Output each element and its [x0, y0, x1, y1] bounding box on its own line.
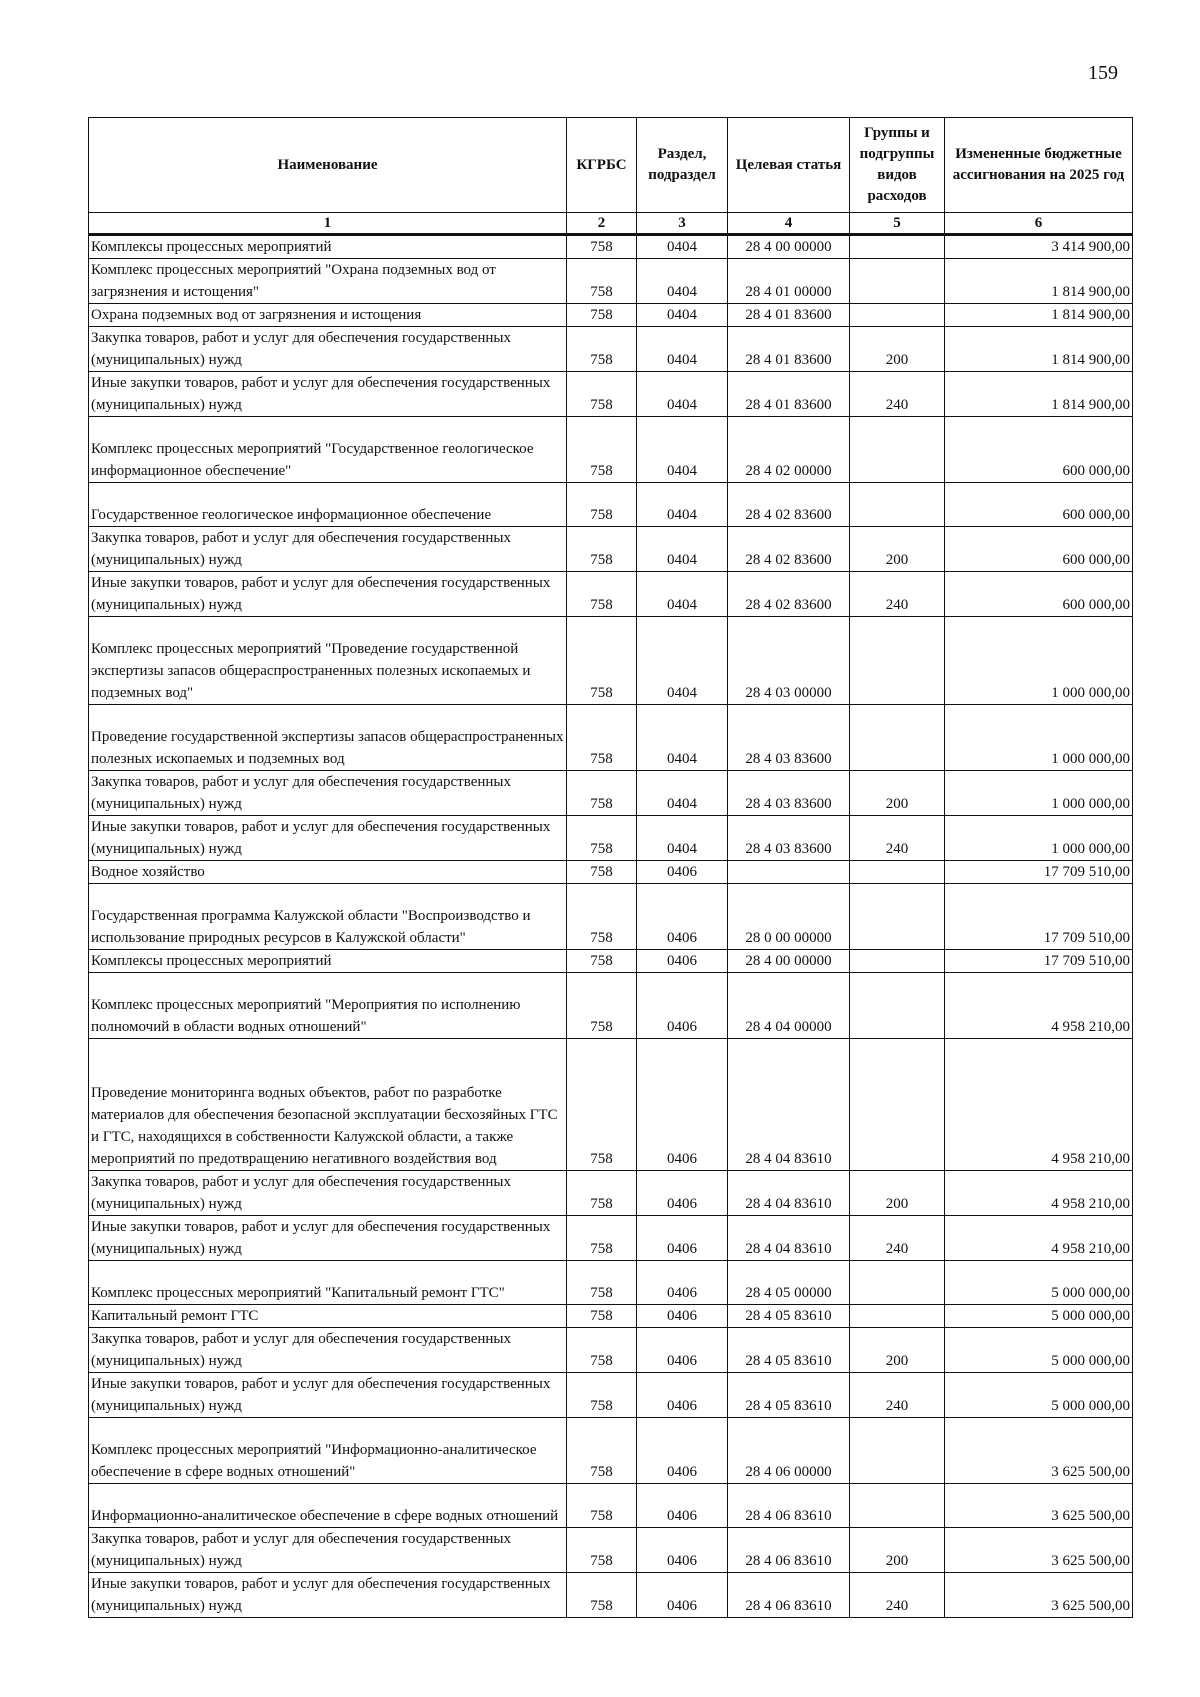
row-kgrbs: 758 [567, 572, 637, 617]
row-expense-group [850, 705, 945, 771]
table-row [89, 861, 1133, 884]
row-name: Комплексы процессных мероприятий [89, 950, 567, 973]
table-row [89, 950, 1133, 973]
header-number: 2 [567, 213, 637, 235]
row-name: Государственная программа Калужской области "Воспроизводство и использование природных ресурсов в Калужской области" [89, 884, 567, 950]
row-kgrbs: 758 [567, 1305, 637, 1328]
header-target-article: Целевая статья [728, 118, 850, 213]
row-name: Закупка товаров, работ и услуг для обеспечения государственных (муниципальных) нужд [89, 1328, 567, 1373]
row-amount: 3 625 500,00 [945, 1528, 1133, 1573]
row-target-article: 28 4 03 00000 [728, 617, 850, 705]
row-target-article: 28 4 06 00000 [728, 1418, 850, 1484]
table-row [89, 259, 1133, 304]
row-name: Закупка товаров, работ и услуг для обеспечения государственных (муниципальных) нужд [89, 327, 567, 372]
row-target-article: 28 4 05 83610 [728, 1328, 850, 1373]
row-kgrbs: 758 [567, 884, 637, 950]
row-section: 0404 [637, 304, 728, 327]
row-amount: 17 709 510,00 [945, 884, 1133, 950]
row-kgrbs: 758 [567, 1418, 637, 1484]
row-name: Иные закупки товаров, работ и услуг для обеспечения государственных (муниципальных) нужд [89, 372, 567, 417]
row-kgrbs: 758 [567, 1484, 637, 1528]
row-name: Комплекс процессных мероприятий "Информационно-аналитическое обеспечение в сфере водных отношений" [89, 1418, 567, 1484]
row-expense-group [850, 861, 945, 884]
row-amount: 4 958 210,00 [945, 973, 1133, 1039]
row-target-article: 28 4 02 83600 [728, 572, 850, 617]
row-kgrbs: 758 [567, 1328, 637, 1373]
row-expense-group [850, 1039, 945, 1171]
row-kgrbs: 758 [567, 483, 637, 527]
table-row [89, 417, 1133, 483]
row-target-article: 28 4 04 83610 [728, 1216, 850, 1261]
table-row [89, 327, 1133, 372]
row-target-article: 28 4 04 00000 [728, 973, 850, 1039]
table-header [89, 118, 1133, 235]
header-number: 5 [850, 213, 945, 235]
row-section: 0406 [637, 973, 728, 1039]
row-expense-group [850, 950, 945, 973]
row-amount: 3 625 500,00 [945, 1418, 1133, 1484]
row-section: 0406 [637, 1418, 728, 1484]
row-target-article: 28 4 02 83600 [728, 483, 850, 527]
row-section: 0404 [637, 327, 728, 372]
row-target-article: 28 4 03 83600 [728, 705, 850, 771]
row-amount: 1 000 000,00 [945, 816, 1133, 861]
row-section: 0404 [637, 259, 728, 304]
row-name: Капитальный ремонт ГТС [89, 1305, 567, 1328]
row-kgrbs: 758 [567, 417, 637, 483]
row-name: Государственное геологическое информационное обеспечение [89, 483, 567, 527]
row-kgrbs: 758 [567, 304, 637, 327]
table-row [89, 1216, 1133, 1261]
row-expense-group [850, 973, 945, 1039]
table-row [89, 1418, 1133, 1484]
row-section: 0404 [637, 483, 728, 527]
row-name: Иные закупки товаров, работ и услуг для обеспечения государственных (муниципальных) нужд [89, 1373, 567, 1418]
header-number: 3 [637, 213, 728, 235]
row-amount: 17 709 510,00 [945, 861, 1133, 884]
row-expense-group [850, 1484, 945, 1528]
row-expense-group: 200 [850, 1328, 945, 1373]
row-section: 0404 [637, 771, 728, 816]
table-row [89, 527, 1133, 572]
row-kgrbs: 758 [567, 861, 637, 884]
row-target-article: 28 4 02 00000 [728, 417, 850, 483]
table-row [89, 483, 1133, 527]
row-kgrbs: 758 [567, 771, 637, 816]
row-target-article: 28 4 01 00000 [728, 259, 850, 304]
row-section: 0404 [637, 372, 728, 417]
table-row [89, 973, 1133, 1039]
row-section: 0404 [637, 705, 728, 771]
row-expense-group: 240 [850, 816, 945, 861]
row-amount: 5 000 000,00 [945, 1373, 1133, 1418]
row-target-article: 28 4 03 83600 [728, 771, 850, 816]
row-section: 0404 [637, 572, 728, 617]
table-row [89, 1261, 1133, 1305]
row-name: Иные закупки товаров, работ и услуг для обеспечения государственных (муниципальных) нужд [89, 816, 567, 861]
row-amount: 600 000,00 [945, 483, 1133, 527]
table-row [89, 1039, 1133, 1171]
row-amount: 1 000 000,00 [945, 617, 1133, 705]
table-row [89, 771, 1133, 816]
row-amount: 4 958 210,00 [945, 1216, 1133, 1261]
row-target-article: 28 4 04 83610 [728, 1171, 850, 1216]
row-target-article: 28 4 02 83600 [728, 527, 850, 572]
row-target-article: 28 4 05 83610 [728, 1305, 850, 1328]
row-target-article: 28 0 00 00000 [728, 884, 850, 950]
row-section: 0406 [637, 1216, 728, 1261]
table-row [89, 1328, 1133, 1373]
row-expense-group: 200 [850, 327, 945, 372]
row-kgrbs: 758 [567, 372, 637, 417]
row-name: Закупка товаров, работ и услуг для обеспечения государственных (муниципальных) нужд [89, 527, 567, 572]
table-row [89, 572, 1133, 617]
row-section: 0406 [637, 1328, 728, 1373]
table-body [89, 235, 1133, 1618]
row-kgrbs: 758 [567, 1261, 637, 1305]
row-name: Иные закупки товаров, работ и услуг для обеспечения государственных (муниципальных) нужд [89, 1216, 567, 1261]
row-name: Комплекс процессных мероприятий "Государственное геологическое информационное обеспечение" [89, 417, 567, 483]
row-expense-group [850, 259, 945, 304]
header-section: Раздел, подраздел [637, 118, 728, 213]
row-expense-group: 200 [850, 1171, 945, 1216]
row-kgrbs: 758 [567, 259, 637, 304]
row-amount: 600 000,00 [945, 527, 1133, 572]
row-section: 0406 [637, 1305, 728, 1328]
row-expense-group [850, 304, 945, 327]
row-name: Закупка товаров, работ и услуг для обеспечения государственных (муниципальных) нужд [89, 1171, 567, 1216]
row-amount: 3 625 500,00 [945, 1573, 1133, 1618]
row-target-article: 28 4 05 00000 [728, 1261, 850, 1305]
row-expense-group [850, 1418, 945, 1484]
row-section: 0406 [637, 861, 728, 884]
header-expense-groups: Группы и подгруппы видов расходов [850, 118, 945, 213]
header-name: Наименование [89, 118, 567, 213]
row-target-article: 28 4 05 83610 [728, 1373, 850, 1418]
row-kgrbs: 758 [567, 235, 637, 259]
row-section: 0404 [637, 527, 728, 572]
table-row [89, 617, 1133, 705]
row-expense-group [850, 1261, 945, 1305]
row-kgrbs: 758 [567, 973, 637, 1039]
row-name: Проведение государственной экспертизы запасов общераспространенных полезных ископаемых и подземных вод [89, 705, 567, 771]
row-expense-group: 200 [850, 1528, 945, 1573]
row-amount: 1 814 900,00 [945, 327, 1133, 372]
row-section: 0404 [637, 235, 728, 259]
row-expense-group [850, 884, 945, 950]
row-name: Комплекс процессных мероприятий "Охрана подземных вод от загрязнения и истощения" [89, 259, 567, 304]
row-section: 0404 [637, 816, 728, 861]
row-section: 0404 [637, 417, 728, 483]
row-amount: 600 000,00 [945, 417, 1133, 483]
table-row [89, 1484, 1133, 1528]
table-row [89, 816, 1133, 861]
row-name: Проведение мониторинга водных объектов, работ по разработке материалов для обеспечения безопасной эксплуатации бесхозяйных ГТС и ГТС, находящихся в собственности Калужской области, а также мероприятий по предотвращению негативного воздействия вод [89, 1039, 567, 1171]
row-name: Информационно-аналитическое обеспечение в сфере водных отношений [89, 1484, 567, 1528]
row-expense-group [850, 417, 945, 483]
row-section: 0406 [637, 1484, 728, 1528]
row-kgrbs: 758 [567, 1039, 637, 1171]
row-kgrbs: 758 [567, 705, 637, 771]
row-amount: 600 000,00 [945, 572, 1133, 617]
row-section: 0406 [637, 1261, 728, 1305]
row-name: Комплекс процессных мероприятий "Капитальный ремонт ГТС" [89, 1261, 567, 1305]
row-amount: 4 958 210,00 [945, 1039, 1133, 1171]
row-amount: 3 625 500,00 [945, 1484, 1133, 1528]
row-amount: 4 958 210,00 [945, 1171, 1133, 1216]
row-amount: 5 000 000,00 [945, 1305, 1133, 1328]
row-expense-group [850, 1305, 945, 1328]
row-section: 0406 [637, 1573, 728, 1618]
table-row [89, 1171, 1133, 1216]
row-amount: 1 814 900,00 [945, 259, 1133, 304]
row-target-article: 28 4 00 00000 [728, 950, 850, 973]
header-allocations: Измененные бюджетные ассигнования на 2025 год [945, 118, 1133, 213]
row-kgrbs: 758 [567, 950, 637, 973]
row-expense-group: 200 [850, 771, 945, 816]
table-row [89, 304, 1133, 327]
row-expense-group: 240 [850, 1573, 945, 1618]
row-section: 0406 [637, 950, 728, 973]
table-row [89, 884, 1133, 950]
row-kgrbs: 758 [567, 1216, 637, 1261]
row-amount: 1 000 000,00 [945, 705, 1133, 771]
budget-table [88, 117, 1133, 1618]
row-section: 0406 [637, 1528, 728, 1573]
row-name: Комплекс процессных мероприятий "Мероприятия по исполнению полномочий в области водных отношений" [89, 973, 567, 1039]
row-target-article: 28 4 04 83610 [728, 1039, 850, 1171]
table-row [89, 372, 1133, 417]
row-expense-group [850, 235, 945, 259]
row-target-article: 28 4 01 83600 [728, 372, 850, 417]
row-name: Иные закупки товаров, работ и услуг для обеспечения государственных (муниципальных) нужд [89, 1573, 567, 1618]
row-expense-group: 200 [850, 527, 945, 572]
row-section: 0406 [637, 1373, 728, 1418]
row-name: Комплексы процессных мероприятий [89, 235, 567, 259]
row-kgrbs: 758 [567, 527, 637, 572]
row-target-article: 28 4 00 00000 [728, 235, 850, 259]
row-amount: 3 414 900,00 [945, 235, 1133, 259]
row-name: Охрана подземных вод от загрязнения и истощения [89, 304, 567, 327]
row-section: 0406 [637, 884, 728, 950]
row-expense-group: 240 [850, 572, 945, 617]
row-name: Иные закупки товаров, работ и услуг для обеспечения государственных (муниципальных) нужд [89, 572, 567, 617]
row-target-article: 28 4 06 83610 [728, 1573, 850, 1618]
header-kgrbs: КГРБС [567, 118, 637, 213]
row-name: Водное хозяйство [89, 861, 567, 884]
header-number: 6 [945, 213, 1133, 235]
header-number: 1 [89, 213, 567, 235]
row-amount: 17 709 510,00 [945, 950, 1133, 973]
row-kgrbs: 758 [567, 617, 637, 705]
row-amount: 1 814 900,00 [945, 304, 1133, 327]
row-target-article: 28 4 01 83600 [728, 327, 850, 372]
row-kgrbs: 758 [567, 1573, 637, 1618]
table-row [89, 235, 1133, 259]
row-name: Закупка товаров, работ и услуг для обеспечения государственных (муниципальных) нужд [89, 771, 567, 816]
row-target-article: 28 4 03 83600 [728, 816, 850, 861]
table-row [89, 1573, 1133, 1618]
row-expense-group [850, 483, 945, 527]
row-kgrbs: 758 [567, 1171, 637, 1216]
row-expense-group: 240 [850, 372, 945, 417]
row-expense-group: 240 [850, 1216, 945, 1261]
row-amount: 5 000 000,00 [945, 1261, 1133, 1305]
row-target-article: 28 4 06 83610 [728, 1528, 850, 1573]
row-kgrbs: 758 [567, 1528, 637, 1573]
table-row [89, 705, 1133, 771]
row-kgrbs: 758 [567, 327, 637, 372]
page-number: 159 [1088, 62, 1118, 84]
row-target-article: 28 4 01 83600 [728, 304, 850, 327]
table-row [89, 1528, 1133, 1573]
row-name: Закупка товаров, работ и услуг для обеспечения государственных (муниципальных) нужд [89, 1528, 567, 1573]
row-section: 0406 [637, 1171, 728, 1216]
table-row [89, 1373, 1133, 1418]
row-expense-group: 240 [850, 1373, 945, 1418]
row-kgrbs: 758 [567, 816, 637, 861]
row-section: 0406 [637, 1039, 728, 1171]
row-name: Комплекс процессных мероприятий "Проведение государственной экспертизы запасов общераспространенных полезных ископаемых и подземных вод" [89, 617, 567, 705]
row-target-article [728, 861, 850, 884]
row-amount: 1 000 000,00 [945, 771, 1133, 816]
row-amount: 5 000 000,00 [945, 1328, 1133, 1373]
row-target-article: 28 4 06 83610 [728, 1484, 850, 1528]
row-kgrbs: 758 [567, 1373, 637, 1418]
row-expense-group [850, 617, 945, 705]
table-row [89, 1305, 1133, 1328]
row-amount: 1 814 900,00 [945, 372, 1133, 417]
header-number: 4 [728, 213, 850, 235]
row-section: 0404 [637, 617, 728, 705]
